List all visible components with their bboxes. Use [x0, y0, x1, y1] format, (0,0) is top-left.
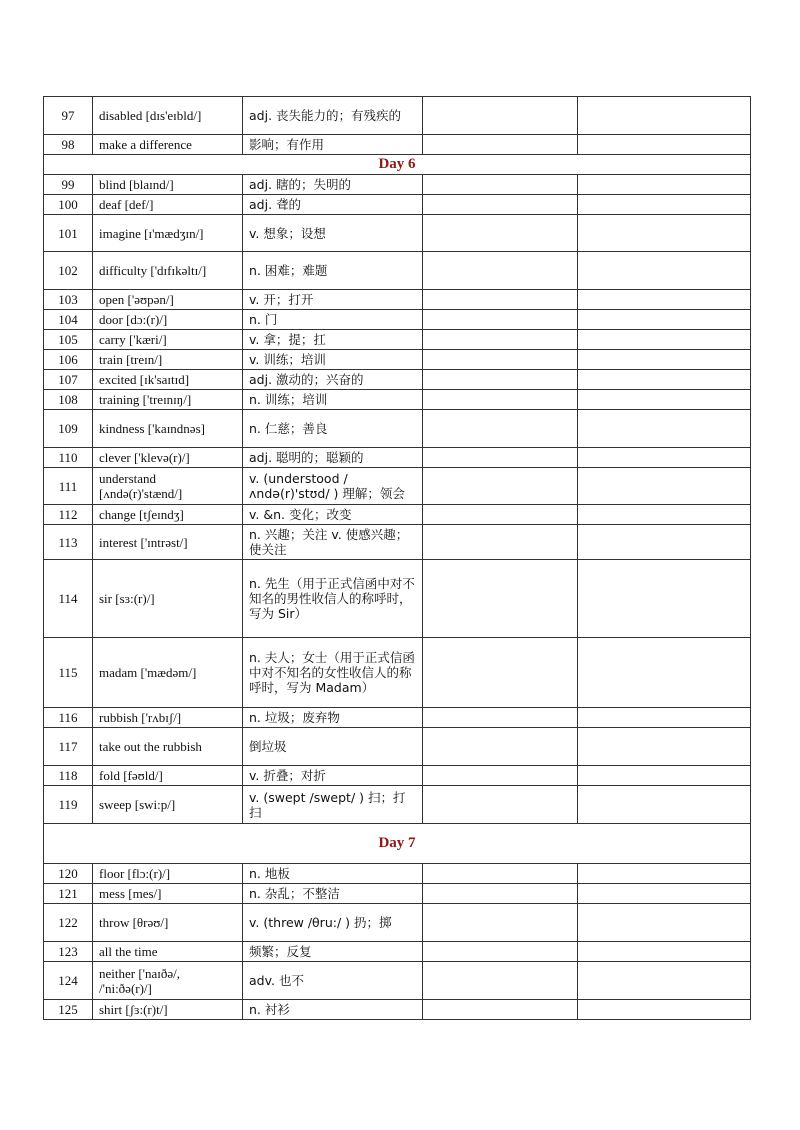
blank-cell-2	[578, 638, 751, 708]
blank-cell-1	[423, 135, 578, 155]
blank-cell-2	[578, 448, 751, 468]
vocab-row	[44, 370, 751, 390]
vocab-row	[44, 942, 751, 962]
blank-cell-1	[423, 962, 578, 1000]
entry-number: 120	[44, 864, 93, 884]
entry-number: 117	[44, 728, 93, 766]
blank-cell-2	[578, 728, 751, 766]
entry-word: kindness ['kaɪndnəs]	[93, 410, 243, 448]
entry-number: 111	[44, 468, 93, 505]
blank-cell-1	[423, 1000, 578, 1020]
vocab-row	[44, 766, 751, 786]
entry-word: blind [blaɪnd/]	[93, 175, 243, 195]
entry-number: 107	[44, 370, 93, 390]
blank-cell-2	[578, 350, 751, 370]
entry-meaning: 频繁；反复	[243, 942, 423, 962]
entry-meaning: v. (understood /ʌndə(r)'stʊd/ ) 理解；领会	[243, 468, 423, 505]
entry-word: imagine [ɪ'mædʒɪn/]	[93, 215, 243, 252]
vocab-row	[44, 1000, 751, 1020]
entry-number: 101	[44, 215, 93, 252]
vocab-row	[44, 864, 751, 884]
entry-word: deaf [def/]	[93, 195, 243, 215]
entry-word: train [treɪn/]	[93, 350, 243, 370]
entry-number: 122	[44, 904, 93, 942]
vocab-row	[44, 708, 751, 728]
day-header-row	[44, 155, 751, 175]
entry-meaning: n. 杂乱；不整洁	[243, 884, 423, 904]
entry-word: interest ['ɪntrəst/]	[93, 525, 243, 560]
blank-cell-1	[423, 638, 578, 708]
entry-word: open ['əʊpən/]	[93, 290, 243, 310]
entry-word: floor [flɔ:(r)/]	[93, 864, 243, 884]
entry-number: 106	[44, 350, 93, 370]
day-header-row	[44, 824, 751, 864]
entry-meaning: v. (swept /swept/ ) 扫；打扫	[243, 786, 423, 824]
vocab-row	[44, 215, 751, 252]
entry-word: all the time	[93, 942, 243, 962]
entry-number: 102	[44, 252, 93, 290]
vocab-row	[44, 330, 751, 350]
blank-cell-2	[578, 195, 751, 215]
entry-number: 103	[44, 290, 93, 310]
entry-meaning: n. 训练；培训	[243, 390, 423, 410]
entry-number: 99	[44, 175, 93, 195]
entry-number: 124	[44, 962, 93, 1000]
entry-word: sir [sɜ:(r)/]	[93, 560, 243, 638]
entry-meaning: adj. 聪明的；聪颖的	[243, 448, 423, 468]
entry-number: 114	[44, 560, 93, 638]
blank-cell-1	[423, 390, 578, 410]
entry-number: 112	[44, 505, 93, 525]
entry-word: fold [fəʊld/]	[93, 766, 243, 786]
blank-cell-2	[578, 175, 751, 195]
blank-cell-2	[578, 708, 751, 728]
entry-meaning: n. 夫人；女士（用于正式信函中对不知名的女性收信人的称呼时，写为 Madam）	[243, 638, 423, 708]
blank-cell-2	[578, 330, 751, 350]
blank-cell-2	[578, 884, 751, 904]
entry-number: 97	[44, 97, 93, 135]
blank-cell-1	[423, 505, 578, 525]
blank-cell-1	[423, 942, 578, 962]
entry-word: mess [mes/]	[93, 884, 243, 904]
vocab-row	[44, 638, 751, 708]
entry-meaning: v. (threw /θru:/ ) 扔；掷	[243, 904, 423, 942]
blank-cell-2	[578, 135, 751, 155]
entry-word: sweep [swi:p/]	[93, 786, 243, 824]
entry-meaning: adj. 激动的；兴奋的	[243, 370, 423, 390]
entry-number: 118	[44, 766, 93, 786]
blank-cell-1	[423, 290, 578, 310]
entry-meaning: adj. 丧失能力的；有残疾的	[243, 97, 423, 135]
vocab-row	[44, 904, 751, 942]
entry-meaning: n. 门	[243, 310, 423, 330]
entry-word: training ['treɪnɪŋ/]	[93, 390, 243, 410]
entry-meaning: n. 衬衫	[243, 1000, 423, 1020]
vocab-row	[44, 410, 751, 448]
blank-cell-2	[578, 370, 751, 390]
entry-word: difficulty ['dɪfɪkəltɪ/]	[93, 252, 243, 290]
blank-cell-1	[423, 350, 578, 370]
blank-cell-2	[578, 962, 751, 1000]
blank-cell-1	[423, 330, 578, 350]
entry-meaning: v. 想象；设想	[243, 215, 423, 252]
entry-meaning: v. 训练；培训	[243, 350, 423, 370]
entry-number: 115	[44, 638, 93, 708]
vocab-row	[44, 135, 751, 155]
entry-number: 121	[44, 884, 93, 904]
blank-cell-1	[423, 864, 578, 884]
blank-cell-1	[423, 97, 578, 135]
blank-cell-1	[423, 904, 578, 942]
entry-meaning: n. 兴趣；关注 v. 使感兴趣；使关注	[243, 525, 423, 560]
entry-word: disabled [dɪs'eɪbld/]	[93, 97, 243, 135]
blank-cell-2	[578, 410, 751, 448]
entry-meaning: 影响；有作用	[243, 135, 423, 155]
vocab-row	[44, 468, 751, 505]
entry-meaning: n. 仁慈；善良	[243, 410, 423, 448]
entry-word: clever ['klevə(r)/]	[93, 448, 243, 468]
entry-number: 125	[44, 1000, 93, 1020]
entry-meaning: n. 先生（用于正式信函中对不知名的男性收信人的称呼时，写为 Sir）	[243, 560, 423, 638]
entry-number: 108	[44, 390, 93, 410]
entry-meaning: v. 拿；提；扛	[243, 330, 423, 350]
vocab-row	[44, 175, 751, 195]
blank-cell-2	[578, 786, 751, 824]
entry-meaning: n. 垃圾；废弃物	[243, 708, 423, 728]
vocab-row	[44, 290, 751, 310]
blank-cell-1	[423, 410, 578, 448]
blank-cell-2	[578, 97, 751, 135]
entry-word: change [tʃeɪndʒ]	[93, 505, 243, 525]
entry-meaning: 倒垃圾	[243, 728, 423, 766]
blank-cell-1	[423, 448, 578, 468]
vocab-row	[44, 505, 751, 525]
entry-word: madam ['mædəm/]	[93, 638, 243, 708]
vocab-row	[44, 310, 751, 330]
blank-cell-2	[578, 525, 751, 560]
entry-meaning: n. 困难；难题	[243, 252, 423, 290]
vocab-row	[44, 560, 751, 638]
entry-word: take out the rubbish	[93, 728, 243, 766]
vocab-row	[44, 195, 751, 215]
blank-cell-1	[423, 560, 578, 638]
blank-cell-1	[423, 708, 578, 728]
entry-number: 123	[44, 942, 93, 962]
entry-meaning: adv. 也不	[243, 962, 423, 1000]
vocabulary-table-body	[44, 97, 751, 1020]
entry-meaning: adj. 瞎的；失明的	[243, 175, 423, 195]
blank-cell-2	[578, 290, 751, 310]
blank-cell-2	[578, 864, 751, 884]
entry-number: 116	[44, 708, 93, 728]
blank-cell-2	[578, 310, 751, 330]
blank-cell-2	[578, 942, 751, 962]
blank-cell-1	[423, 525, 578, 560]
entry-word: rubbish ['rʌbɪʃ/]	[93, 708, 243, 728]
entry-number: 110	[44, 448, 93, 468]
entry-word: shirt [ʃɜ:(r)t/]	[93, 1000, 243, 1020]
blank-cell-2	[578, 215, 751, 252]
blank-cell-2	[578, 766, 751, 786]
entry-word: throw [θrəʊ/]	[93, 904, 243, 942]
blank-cell-1	[423, 884, 578, 904]
entry-number: 119	[44, 786, 93, 824]
entry-number: 104	[44, 310, 93, 330]
blank-cell-1	[423, 766, 578, 786]
blank-cell-1	[423, 728, 578, 766]
blank-cell-2	[578, 505, 751, 525]
entry-meaning: v. 开；打开	[243, 290, 423, 310]
vocab-row	[44, 525, 751, 560]
blank-cell-1	[423, 215, 578, 252]
blank-cell-2	[578, 468, 751, 505]
entry-word: understand [ʌndə(r)'stænd/]	[93, 468, 243, 505]
blank-cell-1	[423, 252, 578, 290]
blank-cell-2	[578, 904, 751, 942]
entry-number: 109	[44, 410, 93, 448]
blank-cell-1	[423, 786, 578, 824]
vocab-row	[44, 350, 751, 370]
blank-cell-2	[578, 390, 751, 410]
vocab-row	[44, 962, 751, 1000]
vocab-row	[44, 390, 751, 410]
blank-cell-2	[578, 252, 751, 290]
entry-meaning: n. 地板	[243, 864, 423, 884]
vocab-row	[44, 448, 751, 468]
blank-cell-1	[423, 195, 578, 215]
entry-meaning: v. 折叠；对折	[243, 766, 423, 786]
entry-meaning: adj. 聋的	[243, 195, 423, 215]
entry-word: make a difference	[93, 135, 243, 155]
entry-number: 113	[44, 525, 93, 560]
blank-cell-1	[423, 175, 578, 195]
blank-cell-1	[423, 310, 578, 330]
entry-meaning: v. &n. 变化；改变	[243, 505, 423, 525]
entry-number: 100	[44, 195, 93, 215]
vocab-row	[44, 97, 751, 135]
entry-word: door [dɔ:(r)/]	[93, 310, 243, 330]
entry-number: 98	[44, 135, 93, 155]
day-label: Day 6	[44, 155, 751, 175]
vocab-row	[44, 884, 751, 904]
entry-word: excited [ɪk'saɪtɪd]	[93, 370, 243, 390]
blank-cell-2	[578, 1000, 751, 1020]
entry-word: carry ['kæri/]	[93, 330, 243, 350]
vocabulary-table	[43, 96, 751, 1020]
blank-cell-2	[578, 560, 751, 638]
vocab-row	[44, 728, 751, 766]
entry-number: 105	[44, 330, 93, 350]
day-label: Day 7	[44, 824, 751, 864]
vocab-row	[44, 786, 751, 824]
blank-cell-1	[423, 370, 578, 390]
vocab-row	[44, 252, 751, 290]
entry-word: neither ['naɪðə/, /'ni:ðə(r)/]	[93, 962, 243, 1000]
blank-cell-1	[423, 468, 578, 505]
